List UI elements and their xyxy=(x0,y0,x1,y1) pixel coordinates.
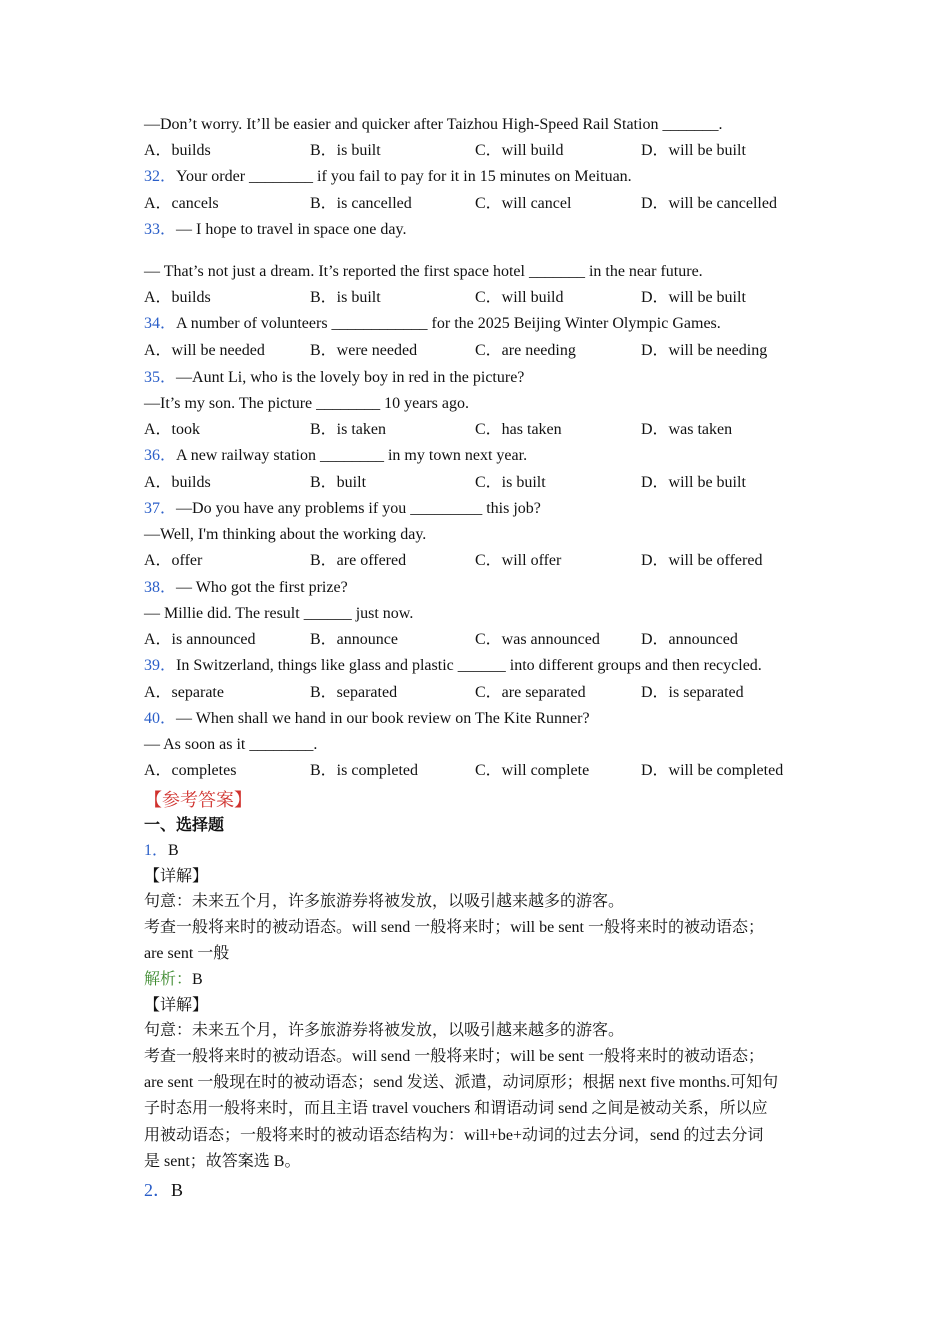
options-row xyxy=(144,683,824,703)
question-text: A number of volunteers ____________ for the 2025 Beijing Winter Olympic Games. xyxy=(176,315,721,332)
question-number: 38． xyxy=(144,579,177,596)
option-d: D．was taken xyxy=(641,421,733,438)
question-37 xyxy=(144,499,541,519)
option-c: C．will cancel xyxy=(475,195,572,212)
options-row xyxy=(144,141,824,161)
option-a: A．completes xyxy=(144,762,237,779)
option-c: C．was announced xyxy=(475,631,600,648)
question-number: 35． xyxy=(144,369,177,386)
option-c: C．are separated xyxy=(475,684,586,701)
sentence-meaning: 句意：未来五个月，许多旅游券将被发放，以吸引越来越多的游客。 xyxy=(144,1022,625,1039)
question-35 xyxy=(144,368,524,388)
option-a: A．separate xyxy=(144,684,224,701)
options-row xyxy=(144,288,824,308)
question-text: — When shall we hand in our book review on The Kite Runner? xyxy=(176,710,590,727)
option-b: B．is built xyxy=(310,289,381,306)
detail-label: 【详解】 xyxy=(144,868,209,885)
options-row xyxy=(144,194,824,214)
option-c: C．are needing xyxy=(475,342,576,359)
explanation-line: are sent 一般现在时的被动语态；send 发送、派遣，动词原形；根据 next five months.可知句 xyxy=(144,1074,779,1091)
question-32 xyxy=(144,167,632,187)
option-c: C．will complete xyxy=(475,762,590,779)
answer-number: 2． xyxy=(144,1180,171,1200)
question-number: 39． xyxy=(144,657,177,674)
options-row xyxy=(144,420,824,440)
option-b: B．is cancelled xyxy=(310,195,412,212)
question-number: 33． xyxy=(144,221,177,238)
option-a: A．will be needed xyxy=(144,342,265,359)
question-number: 37． xyxy=(144,500,177,517)
analysis-line xyxy=(144,970,203,990)
question-line: — That’s not just a dream. It’s reported the first space hotel _______ in the near future. xyxy=(144,263,703,280)
option-d: D．will be completed xyxy=(641,762,784,779)
option-b: B．built xyxy=(310,474,367,491)
question-line: — Millie did. The result ______ just now. xyxy=(144,605,414,622)
question-text: —Aunt Li, who is the lovely boy in red in the picture? xyxy=(176,369,525,386)
explanation-line: 是 sent；故答案选 B。 xyxy=(144,1153,301,1170)
option-b: B．is taken xyxy=(310,421,386,438)
question-text: —Do you have any problems if you _________ this job? xyxy=(176,500,541,517)
option-d: D．will be built xyxy=(641,289,746,306)
question-36 xyxy=(144,446,527,466)
answer-item-2 xyxy=(144,1179,183,1201)
question-number: 36． xyxy=(144,447,177,464)
question-34 xyxy=(144,314,721,334)
explanation-line: 考查一般将来时的被动语态。will send 一般将来时；will be sent 一般将来时的被动语态； xyxy=(144,919,764,936)
question-number: 32． xyxy=(144,168,177,185)
question-line: —It’s my son. The picture ________ 10 years ago. xyxy=(144,395,469,412)
option-b: B．announce xyxy=(310,631,398,648)
question-number: 40． xyxy=(144,710,177,727)
explanation-line: 子时态用一般将来时，而且主语 travel vouchers 和谓语动词 send 之间是被动关系，所以应 xyxy=(144,1100,768,1117)
question-38 xyxy=(144,578,348,598)
option-d: D．announced xyxy=(641,631,738,648)
question-text: Your order ________ if you fail to pay for it in 15 minutes on Meituan. xyxy=(176,168,632,185)
answer-item-1 xyxy=(144,841,179,861)
answer-value: B xyxy=(171,1180,184,1200)
option-a: A．builds xyxy=(144,289,211,306)
question-text: — I hope to travel in space one day. xyxy=(176,221,407,238)
options-row xyxy=(144,761,824,781)
option-c: C．has taken xyxy=(475,421,562,438)
option-a: A．builds xyxy=(144,474,211,491)
question-33 xyxy=(144,220,406,240)
question-40 xyxy=(144,709,590,729)
answer-key-heading: 【参考答案】 xyxy=(144,790,252,810)
option-a: A．offer xyxy=(144,552,203,569)
option-c: C．will build xyxy=(475,289,564,306)
question-line: —Well, I'm thinking about the working day. xyxy=(144,526,427,543)
section-title: 一、选择题 xyxy=(144,817,225,834)
option-d: D．is separated xyxy=(641,684,744,701)
option-a: A．took xyxy=(144,421,201,438)
detail-label: 【详解】 xyxy=(144,997,209,1014)
option-a: A．cancels xyxy=(144,195,219,212)
option-d: D．will be offered xyxy=(641,552,763,569)
options-row xyxy=(144,473,824,493)
question-line: — As soon as it ________. xyxy=(144,736,318,753)
option-a: A．is announced xyxy=(144,631,256,648)
option-d: D．will be built xyxy=(641,142,746,159)
options-row xyxy=(144,341,824,361)
options-row xyxy=(144,551,824,571)
option-d: D．will be needing xyxy=(641,342,768,359)
question-text: In Switzerland, things like glass and plastic ______ into different groups and then recycled. xyxy=(176,657,762,674)
option-d: D．will be built xyxy=(641,474,746,491)
option-b: B．is built xyxy=(310,142,381,159)
option-b: B．separated xyxy=(310,684,398,701)
question-text: A new railway station ________ in my town next year. xyxy=(176,447,528,464)
question-text: — Who got the first prize? xyxy=(176,579,348,596)
analysis-answer: B xyxy=(192,971,203,988)
option-d: D．will be cancelled xyxy=(641,195,777,212)
question-number: 34． xyxy=(144,315,177,332)
sentence-meaning: 句意：未来五个月，许多旅游券将被发放，以吸引越来越多的游客。 xyxy=(144,893,625,910)
option-a: A．builds xyxy=(144,142,211,159)
option-b: B．is completed xyxy=(310,762,418,779)
explanation-line: 考查一般将来时的被动语态。will send 一般将来时；will be sent 一般将来时的被动语态； xyxy=(144,1048,764,1065)
option-c: C．will build xyxy=(475,142,564,159)
options-row xyxy=(144,630,824,650)
explanation-line: are sent 一般 xyxy=(144,945,230,962)
answer-value: B xyxy=(168,842,179,859)
answer-number: 1． xyxy=(144,842,169,859)
option-b: B．were needed xyxy=(310,342,418,359)
question-39 xyxy=(144,656,762,676)
option-c: C．is built xyxy=(475,474,546,491)
option-b: B．are offered xyxy=(310,552,407,569)
option-c: C．will offer xyxy=(475,552,562,569)
analysis-label: 解析： xyxy=(144,971,193,988)
question-line: —Don’t worry. It’ll be easier and quicker after Taizhou High-Speed Rail Station _______. xyxy=(144,116,723,133)
explanation-line: 用被动语态；一般将来时的被动语态结构为：will+be+动词的过去分词，send 的过去分词 xyxy=(144,1127,764,1144)
